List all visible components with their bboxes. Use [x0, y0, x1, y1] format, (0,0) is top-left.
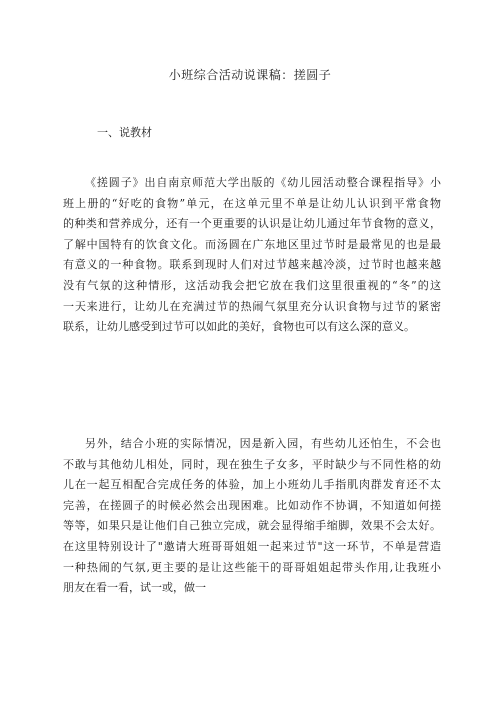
paragraph-line: 没有气氛的这种情形，这活动我会把它放在我们这里很重视的“冬”的这 [63, 278, 441, 292]
paragraph-line: 在这里特别设计了"邀请大班哥哥姐姐一起来过节"这一环节，不单是营造 [63, 539, 441, 553]
paragraph-line: 完善，在搓圆子的时候必然会出现困难。比如动作不协调，不知道如何搓 [63, 498, 441, 512]
paragraph-line: 有意义的一种食物。联系到现时人们对过节越来越冷淡，过节时也越来越 [63, 258, 441, 272]
paragraph-line: 儿在一起互相配合完成任务的体验，加上小班幼儿手指肌肉群发育还不太 [63, 478, 441, 492]
paragraph-line: 等等，如果只是让他们自己独立完成，就会显得缩手缩脚，效果不会太好。 [63, 519, 441, 533]
paragraph-line: 一天来进行，让幼儿在充满过节的热闹气氛里充分认识食物与过节的紧密 [63, 299, 441, 313]
paragraph-line: 另外，结合小班的实际情况，因是新入园，有些幼儿还怕生，不会也 [85, 437, 441, 450]
paragraph-line: 联系，让幼儿感受到过节可以如此的美好，食物也可以有这么深的意义。 [63, 320, 415, 334]
paragraph-line: 了解中国特有的饮食文化。而汤圆在广东地区里过节时是最常见的也是最 [63, 237, 441, 251]
paragraph-2 [63, 434, 441, 599]
section-heading: 一、说教材 [97, 126, 152, 139]
paragraph-1 [63, 173, 441, 338]
paragraph-line: 《搓圆子》出自南京师范大学出版的《幼儿园活动整合课程指导》小 [85, 176, 441, 189]
document-title: 小班综合活动说课稿：搓圆子 [168, 68, 332, 82]
paragraph-line: 的种类和营养成分，还有一个更重要的认识是让幼儿通过年节食物的意义， [63, 217, 441, 231]
paragraph-line: 朋友在看一看，试一或，做一 [63, 581, 206, 595]
paragraph-line: 班上册的“好吃的食物”单元，在这单元里不单是让幼儿认识到平常食物 [63, 196, 441, 210]
paragraph-line: 不敢与其他幼儿相处，同时，现在独生子女多，平时缺少与不同性格的幼 [63, 457, 441, 471]
paragraph-line: 一种热闹的气氛,更主要的是让这些能干的哥哥姐姐起带头作用,让我班小 [63, 560, 441, 574]
